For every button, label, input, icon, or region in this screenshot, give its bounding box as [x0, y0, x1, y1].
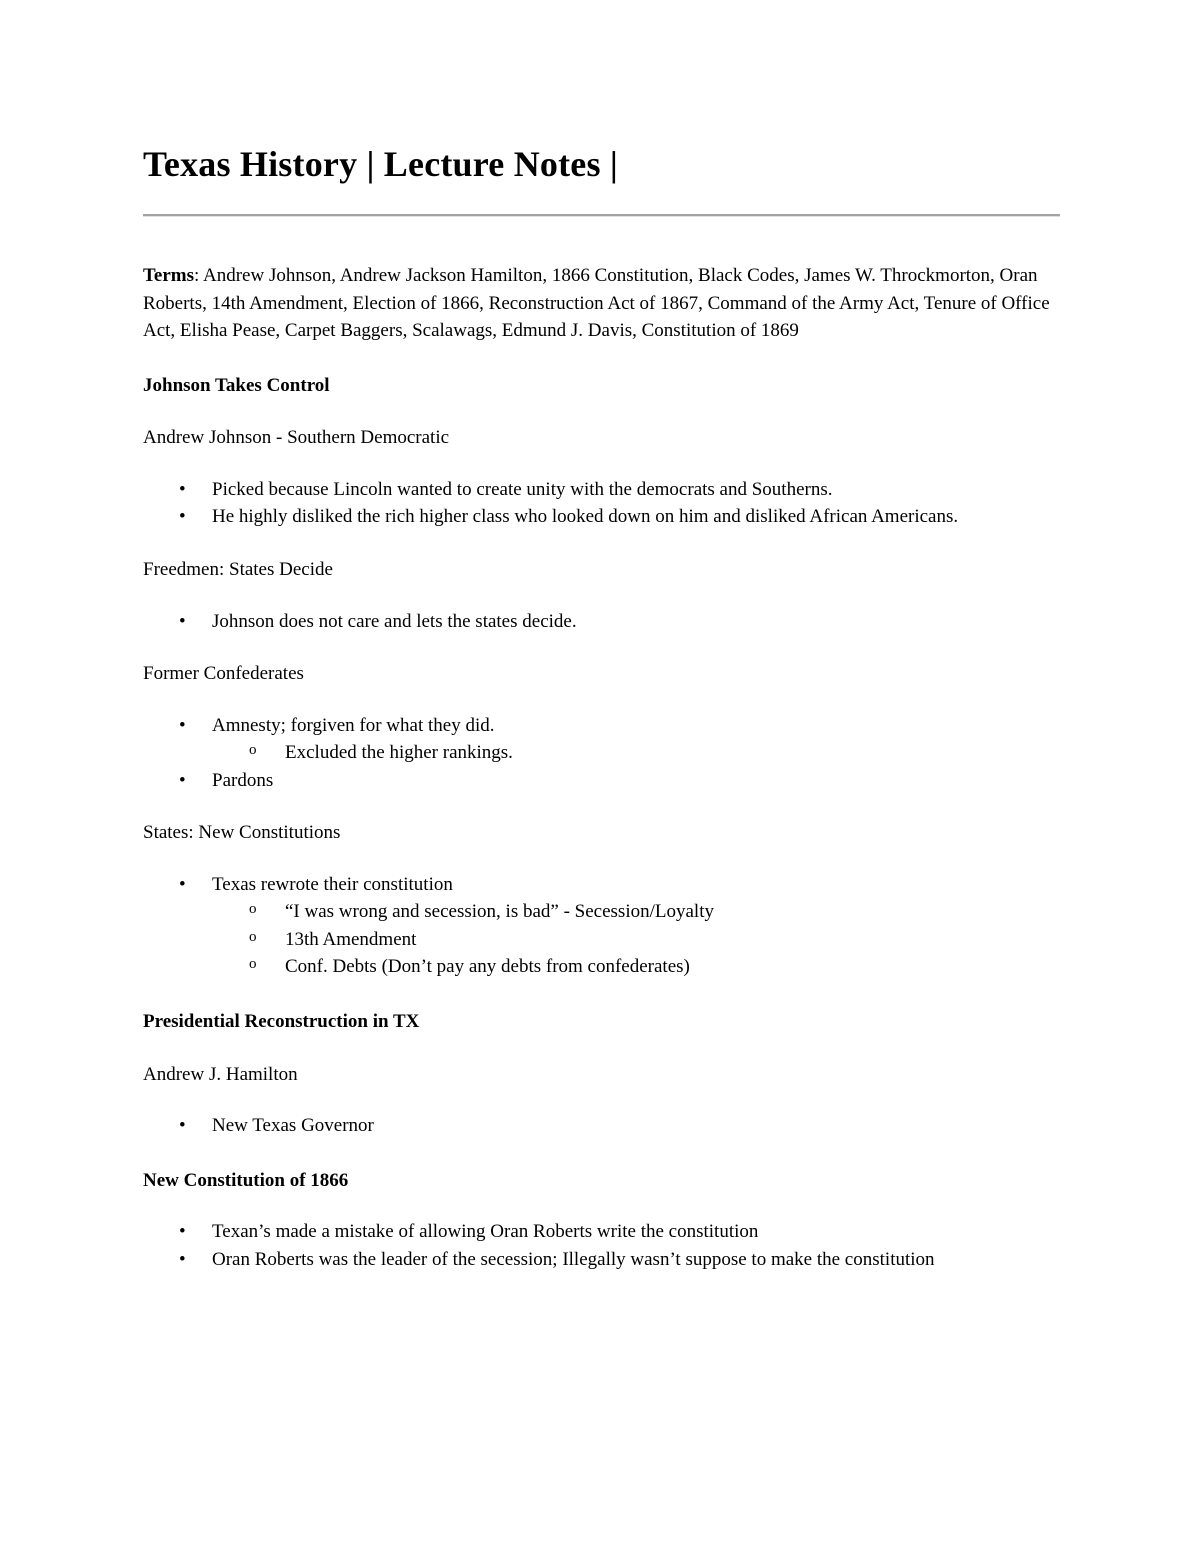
paragraph-andrew-j-hamilton: Andrew J. Hamilton [143, 1063, 298, 1085]
sub-bullet-item: o Conf. Debts (Don’t pay any debts from confederates) [143, 953, 1060, 981]
bullet-item: • New Texas Governor [143, 1112, 1060, 1140]
terms-paragraph [143, 262, 1060, 345]
bullet-list-johnson-1 [143, 476, 1060, 531]
terms-label: Terms [143, 265, 195, 287]
document-title: Texas History | Lecture Notes | [143, 144, 618, 184]
section-heading-new-constitution-1866: New Constitution of 1866 [143, 1169, 349, 1191]
bullet-item: • Pardons [143, 767, 1060, 795]
paragraph-freedmen: Freedmen: States Decide [143, 559, 333, 581]
bullet-list-constitution-1866 [143, 1218, 1060, 1273]
title-divider [143, 214, 1060, 216]
terms-text: : Andrew Johnson, Andrew Jackson Hamilton, 1866 Constitution, Black Codes, James W. Throckmorton, Oran Roberts, 14th Amendment, Election of 1866, Reconstruction Act of 1867, Command of the Army Act, Tenure of Office Act, Elisha Pease, Carpet Baggers, Scalawags, Edmund J. Davis, Constitution of 1869 [143, 265, 1050, 342]
sub-bullet-item: o Excluded the higher rankings. [143, 739, 1060, 767]
bullet-list-confederates [143, 712, 1060, 795]
bullet-item: • Oran Roberts was the leader of the secession; Illegally wasn’t suppose to make the constitution [143, 1246, 1060, 1274]
bullet-item: • He highly disliked the rich higher class who looked down on him and disliked African Americans. [143, 503, 1060, 531]
sub-bullet-item: o 13th Amendment [143, 926, 1060, 954]
section-heading-presidential-reconstruction: Presidential Reconstruction in TX [143, 1011, 420, 1033]
paragraph-andrew-johnson: Andrew Johnson - Southern Democratic [143, 427, 450, 449]
bullet-item: • Picked because Lincoln wanted to create unity with the democrats and Southerns. [143, 476, 1060, 504]
bullet-item: • Texan’s made a mistake of allowing Oran Roberts write the constitution [143, 1218, 1060, 1246]
paragraph-former-confederates: Former Confederates [143, 663, 304, 685]
paragraph-states-new-constitutions: States: New Constitutions [143, 822, 341, 844]
bullet-item: • Johnson does not care and lets the states decide. [143, 608, 1060, 636]
bullet-list-presidential [143, 1112, 1060, 1140]
section-heading-johnson-takes-control: Johnson Takes Control [143, 374, 330, 396]
sub-bullet-item: o “I was wrong and secession, is bad” - Secession/Loyalty [143, 898, 1060, 926]
bullet-item: • Texas rewrote their constitution [143, 871, 1060, 899]
bullet-list-new-constitutions [143, 871, 1060, 981]
bullet-item: • Amnesty; forgiven for what they did. [143, 712, 1060, 740]
bullet-list-freedmen [143, 608, 1060, 636]
